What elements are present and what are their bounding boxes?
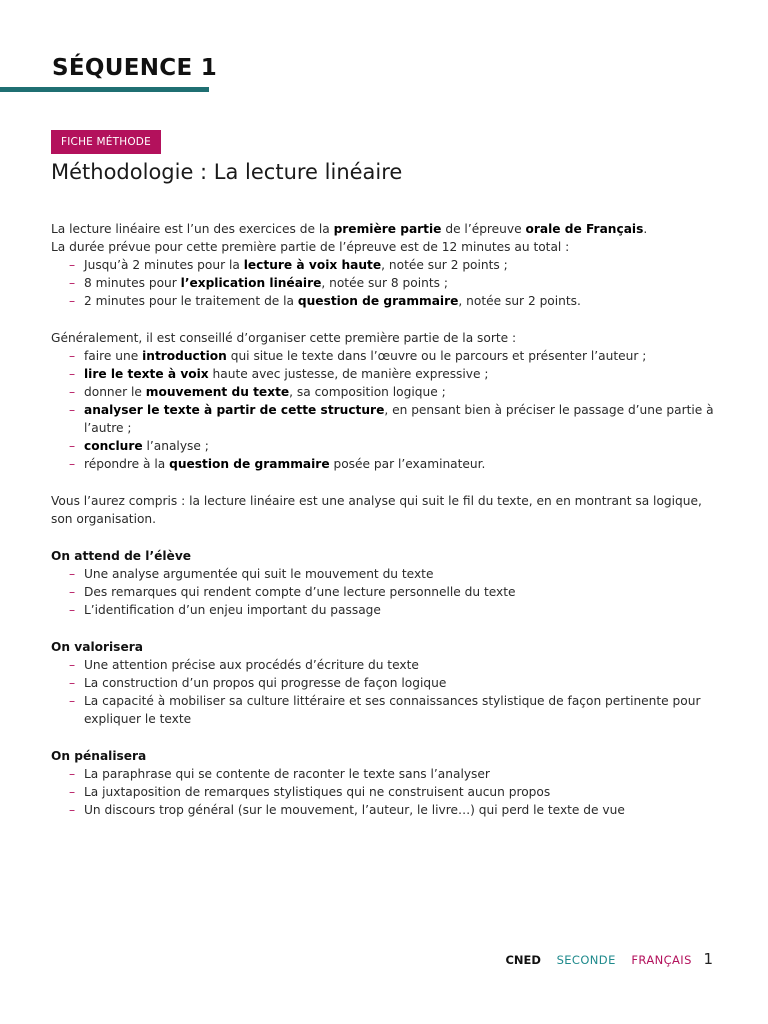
summary-paragraph: Vous l’aurez compris : la lecture linéaire est une analyse qui suit le fil du texte, en en montrant sa logique, son organisation. — [51, 494, 702, 526]
list-item: – lire le texte à voix haute avec justesse, de manière expressive ; — [84, 365, 716, 383]
duration-paragraph: La durée prévue pour cette première partie de l’épreuve est de 12 minutes au total : — [51, 240, 570, 254]
list-item: – La construction d’un propos qui progresse de façon logique — [84, 674, 716, 692]
valorisera-list — [51, 656, 716, 728]
page-footer — [505, 950, 713, 968]
list-item: – conclure l’analyse ; — [84, 437, 716, 455]
list-item: – La juxtaposition de remarques stylistiques qui ne construisent aucun propos — [84, 783, 716, 801]
section-heading-valorisera: On valorisera — [51, 640, 143, 654]
organisation-list — [51, 347, 716, 473]
list-item: – L’identification d’un enjeu important du passage — [84, 601, 716, 619]
footer-subject: FRANÇAIS — [631, 953, 692, 967]
footer-cned: CNED — [505, 953, 541, 967]
list-item: – répondre à la question de grammaire posée par l’examinateur. — [84, 455, 716, 473]
list-item: – La capacité à mobiliser sa culture littéraire et ses connaissances stylistique de façon pertinente pour expliquer le texte — [84, 692, 716, 728]
list-item: – La paraphrase qui se contente de raconter le texte sans l’analyser — [84, 765, 716, 783]
section-heading-penalisera: On pénalisera — [51, 749, 147, 763]
section-heading-attend: On attend de l’élève — [51, 549, 192, 563]
main-content — [51, 220, 716, 819]
organisation-paragraph: Généralement, il est conseillé d’organiser cette première partie de la sorte : — [51, 331, 517, 345]
sequence-title: SÉQUENCE 1 — [52, 55, 218, 81]
list-item: – 2 minutes pour le traitement de la question de grammaire, notée sur 2 points. — [84, 292, 716, 310]
fiche-title: Méthodologie : La lecture linéaire — [51, 160, 403, 184]
footer-level: SECONDE — [556, 953, 616, 967]
fiche-badge: FICHE MÉTHODE — [51, 130, 161, 154]
list-item: – Jusqu’à 2 minutes pour la lecture à voix haute, notée sur 2 points ; — [84, 256, 716, 274]
page-number: 1 — [703, 950, 713, 968]
list-item: – faire une introduction qui situe le texte dans l’œuvre ou le parcours et présenter l’auteur ; — [84, 347, 716, 365]
intro-paragraph: La lecture linéaire est l’un des exercices de la première partie de l’épreuve orale de Français. — [51, 222, 648, 236]
list-item: – Des remarques qui rendent compte d’une lecture personnelle du texte — [84, 583, 716, 601]
list-item: – Un discours trop général (sur le mouvement, l’auteur, le livre…) qui perd le texte de vue — [84, 801, 716, 819]
list-item: – 8 minutes pour l’explication linéaire, notée sur 8 points ; — [84, 274, 716, 292]
duration-list — [51, 256, 716, 310]
penalisera-list — [51, 765, 716, 819]
sequence-accent-bar — [0, 87, 209, 92]
list-item: – analyser le texte à partir de cette structure, en pensant bien à préciser le passage d’une partie à l’autre ; — [84, 401, 716, 437]
attend-list — [51, 565, 716, 619]
list-item: – Une attention précise aux procédés d’écriture du texte — [84, 656, 716, 674]
list-item: – Une analyse argumentée qui suit le mouvement du texte — [84, 565, 716, 583]
list-item: – donner le mouvement du texte, sa composition logique ; — [84, 383, 716, 401]
